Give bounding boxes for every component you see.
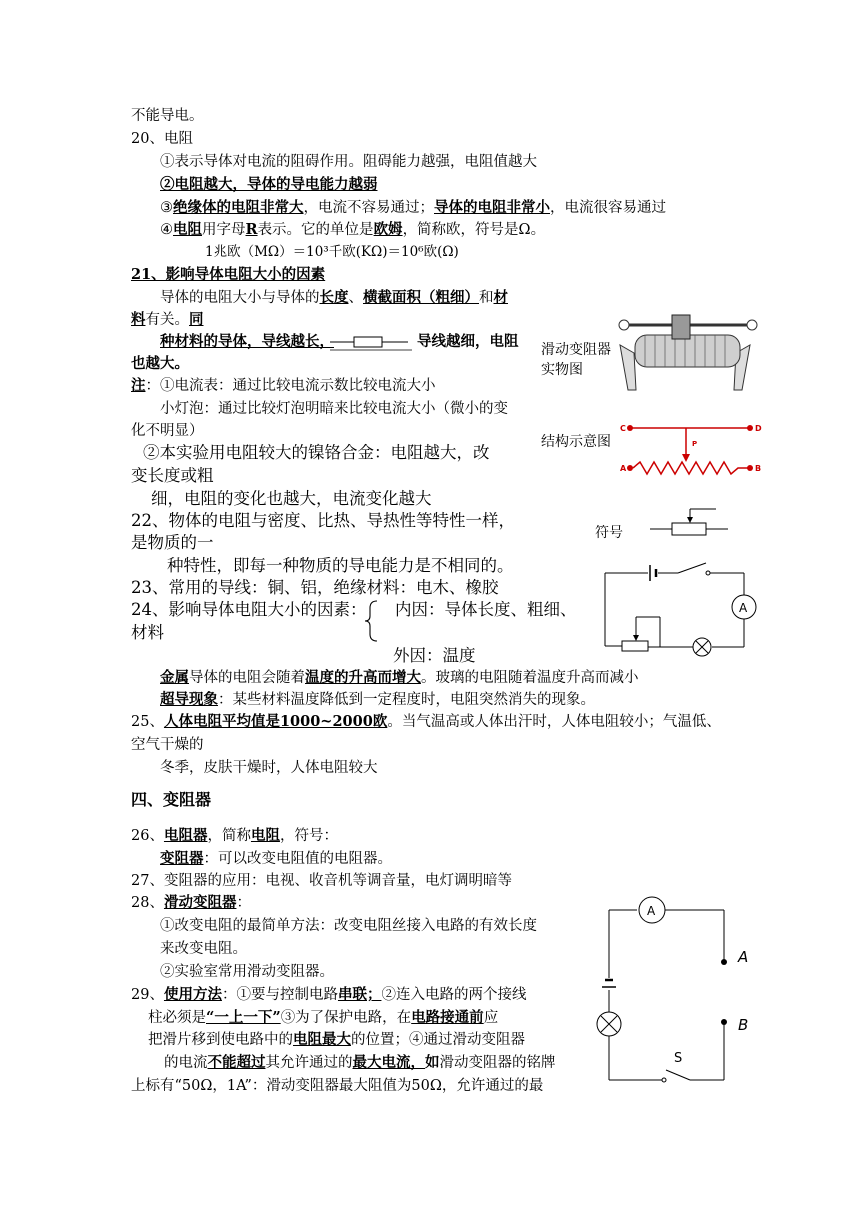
- figure-label-structure: 结构示意图: [541, 434, 611, 450]
- item-27: 27、变阻器的应用：电视、收音机等调音量，电灯调明暗等: [131, 873, 512, 889]
- text-line: 小灯泡：通过比较灯泡明暗来比较电流大小（微小的变: [160, 401, 508, 417]
- text-line: 来改变电阻。: [160, 941, 247, 957]
- svg-text:C: C: [620, 424, 626, 433]
- text-line: 变阻器：可以改变电阻值的电阻器。: [160, 850, 392, 867]
- text-line: 导线越细，电阻: [417, 333, 519, 350]
- text-line: 种特性，即每一种物质的导电能力是不相同的。: [167, 556, 514, 575]
- switch-label: S: [674, 1051, 683, 1066]
- text-line: [160, 175, 378, 195]
- svg-text:A: A: [739, 601, 748, 615]
- item-29: 29、使用方法：①要与控制电路串联；②连入电路的两个接线: [131, 986, 527, 1003]
- text-line: 材料: [131, 623, 164, 642]
- terminal-b-label: B: [738, 1016, 749, 1034]
- text-line: 是物质的一: [131, 533, 214, 552]
- text-line: 外因：温度: [393, 646, 476, 665]
- svg-text:P: P: [692, 440, 698, 448]
- text-line: 种材料的导体，导线越长，: [160, 333, 334, 350]
- resistor-symbol-inline: [330, 333, 412, 351]
- text-line: 柱必须是“一上一下”③为了保护电路，在电路接通前应: [148, 1009, 499, 1026]
- item-24: 24、影响导体电阻大小的因素：: [131, 600, 367, 619]
- text-line: 化不明显）: [131, 423, 204, 439]
- item-28: 28、滑动变阻器：: [131, 894, 251, 911]
- text-line: 冬季，皮肤干燥时，人体电阻较大: [160, 760, 378, 776]
- svg-text:D: D: [755, 424, 762, 433]
- text-line: ②实验室常用滑动变阻器。: [160, 964, 334, 980]
- text-line: 料有关。同: [131, 311, 204, 328]
- text-line: ①改变电阻的最简单方法：改变电阻丝接入电路的有效长度: [160, 918, 537, 934]
- emphasis: ②电阻越大，导体的导电能力越弱: [160, 176, 378, 193]
- item-21-heading: 21、影响导体电阻大小的因素: [131, 266, 326, 283]
- text-line: ①表示导体对电流的阻碍作用。阻碍能力越强，电阻值越大: [160, 154, 537, 170]
- circuit-diagram-1: [600, 555, 770, 665]
- rheostat-photo: [610, 305, 770, 401]
- terminal-a-label: A: [738, 948, 749, 966]
- ammeter-label: A: [647, 904, 656, 918]
- text-line: 超导现象：某些材料温度降低到一定程度时，电阻突然消失的现象。: [160, 691, 595, 708]
- rheostat-symbol: [650, 505, 730, 539]
- text-line: 空气干燥的: [131, 737, 204, 753]
- svg-text:B: B: [755, 464, 762, 473]
- section-heading: 四、变阻器: [131, 790, 212, 809]
- item-22: 22、物体的电阻与密度、比热、导热性等特性一样，: [131, 511, 515, 530]
- structure-diagram: [618, 418, 768, 482]
- text-line: ③绝缘体的电阻非常大，电流不容易通过；导体的电阻非常小，电流很容易通过: [160, 199, 666, 216]
- text-line: ②本实验用电阻较大的镍铬合金：电阻越大，改: [143, 443, 490, 462]
- item-23: 23、常用的导线：铜、铝，绝缘材料：电木、橡胶: [131, 578, 499, 597]
- figure-label-photo: 滑动变阻器 实物图: [541, 342, 611, 378]
- figure-label-symbol: 符号: [595, 525, 623, 541]
- brace: [364, 600, 380, 642]
- text-line: 上标有“50Ω，1A”：滑动变阻器最大阻值为50Ω，允许通过的最: [131, 1078, 544, 1094]
- text-line: 的电流不能超过其允许通过的最大电流，如滑动变阻器的铭牌: [164, 1054, 556, 1071]
- text-line: 注：①电流表：通过比较电流示数比较电流大小: [131, 377, 436, 394]
- text-line: 导体的电阻大小与导体的长度、横截面积（粗细）和材: [160, 289, 508, 306]
- circuit-diagram-2: [592, 890, 772, 1092]
- text-line: 金属导体的电阻会随着温度的升高而增大。玻璃的电阻随着温度升高而减小: [160, 669, 639, 686]
- item-20-heading: 20、电阻: [131, 131, 193, 147]
- text-line: 把滑片移到使电路中的电阻最大的位置；④通过滑动变阻器: [148, 1031, 525, 1048]
- item-25: 25、人体电阻平均值是1000~2000欧。当气温高或人体出汗时，人体电阻较小；气温低、: [131, 713, 721, 730]
- text-line: 细，电阻的变化也越大，电流变化越大: [151, 489, 432, 508]
- text-line: 不能导电。: [131, 108, 204, 124]
- text-line: 也越大。: [131, 355, 189, 372]
- text-line: 变长度或粗: [131, 466, 214, 485]
- text-line: 内因：导体长度、粗细、: [395, 600, 577, 619]
- item-26: 26、电阻器，简称电阻，符号：: [131, 827, 338, 844]
- unit-conversion: 1兆欧（MΩ）＝10³千欧(KΩ)＝10⁶欧(Ω): [205, 244, 459, 260]
- svg-text:A: A: [620, 464, 627, 473]
- text-line: ④电阻用字母R表示。它的单位是欧姆，简称欧，符号是Ω。: [160, 221, 546, 238]
